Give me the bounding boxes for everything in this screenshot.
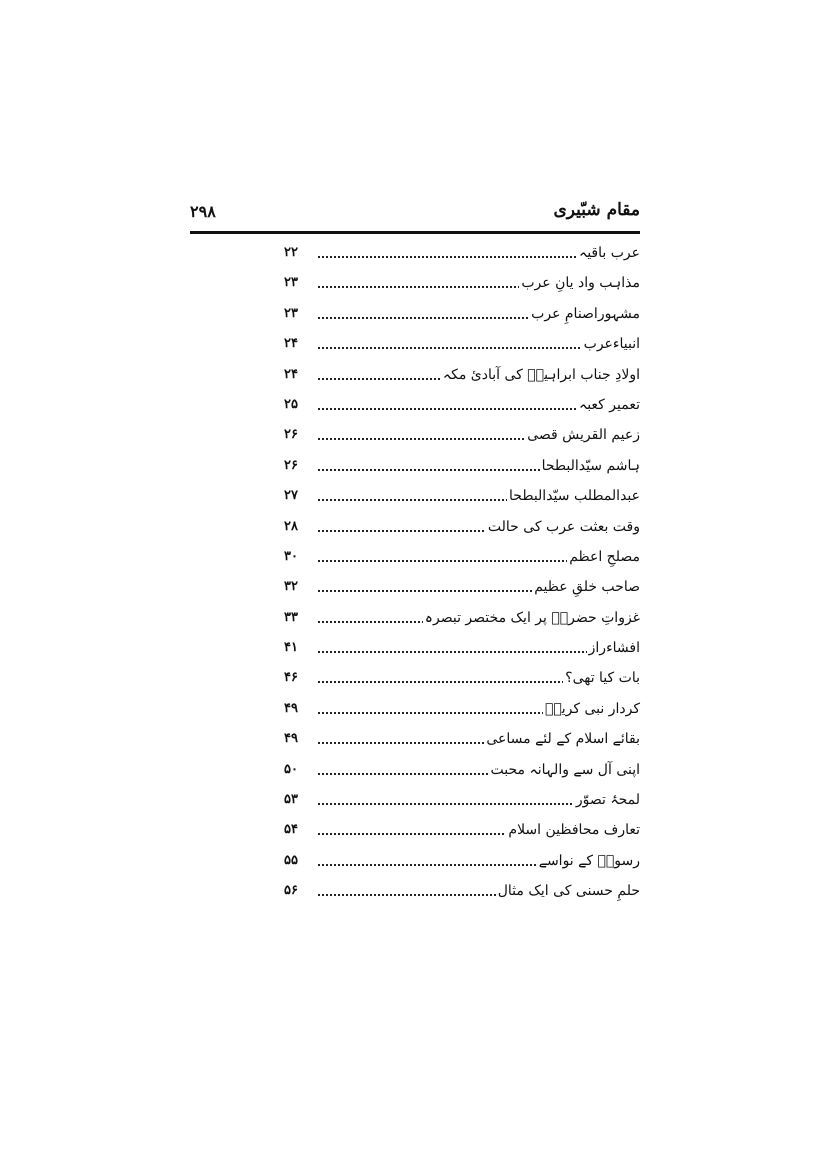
toc-entry-page: ۵۳ xyxy=(284,785,314,815)
toc-entry-page: ۲۶ xyxy=(284,420,314,450)
toc-entry-title: بات کیا تھی؟ xyxy=(563,663,640,693)
toc-entry-page: ۲۴ xyxy=(284,329,314,359)
toc-entry-title: تعمیر کعبہ xyxy=(577,390,640,420)
toc-entry xyxy=(284,268,640,298)
toc-entry-page: ۲۶ xyxy=(284,451,314,481)
toc-entry-page: ۵۴ xyxy=(284,815,314,845)
toc-entry xyxy=(284,360,640,390)
toc-entry xyxy=(284,512,640,542)
toc-entry xyxy=(284,785,640,815)
toc-entry xyxy=(284,329,640,359)
page-title: مقام شبّیری xyxy=(553,200,640,220)
toc-entry-title: افشاءراز xyxy=(587,633,640,663)
toc-entry xyxy=(284,663,640,693)
toc-entry-title: اپنی آل سے والہانہ محبت xyxy=(489,755,640,785)
table-of-contents xyxy=(284,238,640,907)
toc-entry-page: ۲۸ xyxy=(284,512,314,542)
toc-entry-title: غزواتِ حضرتؐ پر ایک مختصر تبصرہ xyxy=(423,603,640,633)
page-number: ۲۹۸ xyxy=(190,202,216,221)
toc-entry-title: مصلحِ اعظم xyxy=(567,542,640,572)
toc-entry xyxy=(284,542,640,572)
toc-entry-title: عبدالمطلب سیّدالبطحا xyxy=(507,481,640,511)
toc-entry-title: صاحب خلقِ عظیم xyxy=(532,572,640,602)
toc-entry-page: ۳۳ xyxy=(284,603,314,633)
toc-entry-page: ۲۴ xyxy=(284,360,314,390)
toc-entry-title: عرب باقیہ xyxy=(577,238,640,268)
toc-entry xyxy=(284,572,640,602)
toc-entry-page: ۳۰ xyxy=(284,542,314,572)
toc-entry-page: ۵۰ xyxy=(284,755,314,785)
toc-entry xyxy=(284,815,640,845)
toc-entry xyxy=(284,451,640,481)
toc-entry-page: ۵۵ xyxy=(284,846,314,876)
toc-entry-title: لمحۂ تصوّر xyxy=(574,785,640,815)
header-rule xyxy=(190,231,640,234)
toc-entry xyxy=(284,299,640,329)
toc-entry-page: ۲۵ xyxy=(284,390,314,420)
toc-entry-page: ۳۲ xyxy=(284,572,314,602)
toc-entry-title: ہاشم سیّدالبطحا xyxy=(540,451,640,481)
toc-entry xyxy=(284,724,640,754)
toc-entry xyxy=(284,694,640,724)
toc-entry-page: ۲۷ xyxy=(284,481,314,511)
toc-entry xyxy=(284,633,640,663)
toc-entry xyxy=(284,481,640,511)
toc-entry-title: انبیاءعرب xyxy=(582,329,640,359)
toc-entry-title: مشہوراصنامِ عرب xyxy=(529,299,640,329)
toc-entry-page: ۵۶ xyxy=(284,876,314,906)
toc-entry-page: ۴۹ xyxy=(284,694,314,724)
toc-entry-page: ۴۹ xyxy=(284,724,314,754)
toc-entry-page: ۴۱ xyxy=(284,633,314,663)
toc-entry-title: اولادِ جناب ابراہیمؑ کی آبادئ مکہ xyxy=(441,360,640,390)
toc-entry-title: حلمِ حسنی کی ایک مثال xyxy=(496,876,640,906)
toc-entry xyxy=(284,846,640,876)
toc-entry xyxy=(284,238,640,268)
toc-entry-title: کردار نبی کریمؐ xyxy=(543,694,640,724)
toc-entry xyxy=(284,390,640,420)
toc-entry xyxy=(284,755,640,785)
toc-entry-title: وقت بعثت عرب کی حالت xyxy=(486,512,640,542)
toc-entry-title: زعیم القریش قصی xyxy=(525,420,640,450)
toc-entry-title: تعارف محافظین اسلام xyxy=(506,815,640,845)
toc-entry-page: ۲۲ xyxy=(284,238,314,268)
toc-entry-page: ۲۳ xyxy=(284,299,314,329)
toc-entry-page: ۴۶ xyxy=(284,663,314,693)
toc-entry-title: رسولؐ کے نواسے xyxy=(537,846,640,876)
toc-entry-page: ۲۳ xyxy=(284,268,314,298)
toc-entry-title: مذاہب واد یانِ عرب xyxy=(519,268,640,298)
toc-entry xyxy=(284,876,640,906)
toc-entry xyxy=(284,603,640,633)
toc-entry-title: بقائے اسلام کے لئے مساعی xyxy=(484,724,640,754)
toc-entry xyxy=(284,420,640,450)
